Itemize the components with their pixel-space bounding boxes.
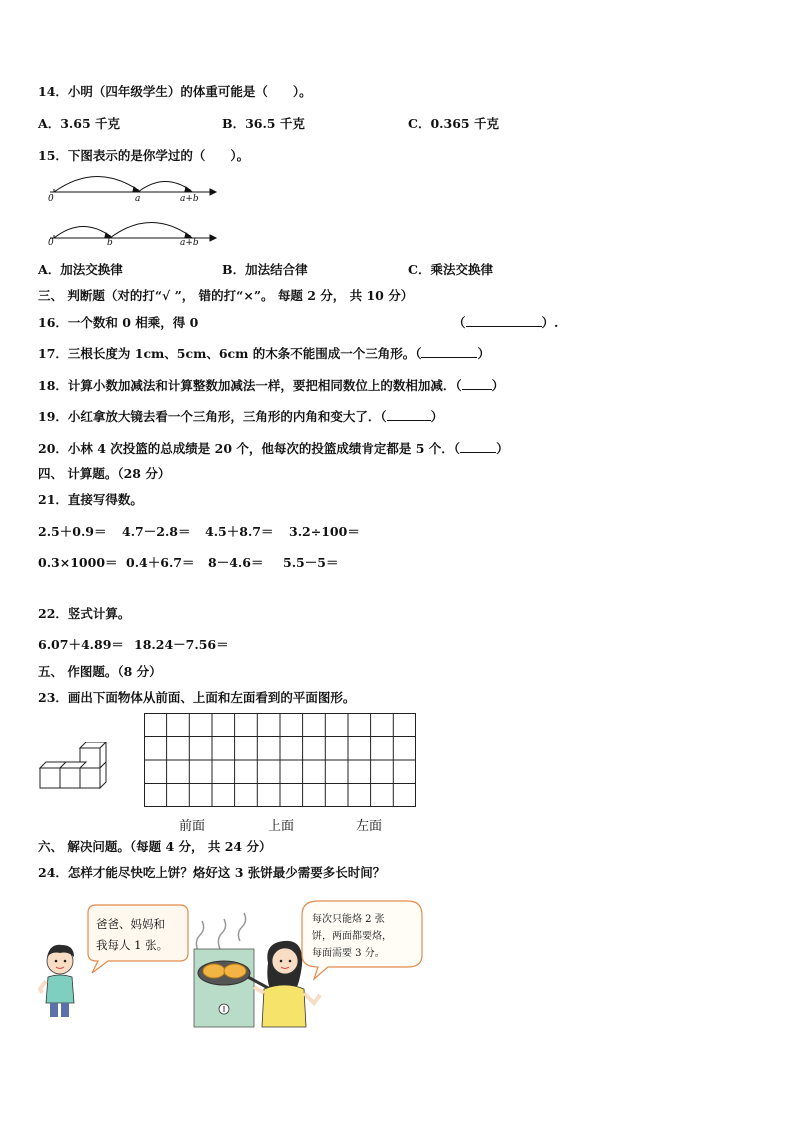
section-4-title: 四、 计算题。（28 分） [38, 466, 171, 481]
question-21-stem: 21．直接写得数。 [38, 492, 143, 507]
q21-row1-item-1: 2.5＋0.9＝ [38, 524, 107, 539]
q15-option-b: B．加法结合律 [222, 262, 308, 277]
right-bubble-line-3: 每面需要 3 分。 [312, 948, 385, 959]
q16-answer-blank[interactable]: （ ）. [453, 315, 559, 330]
q22-item-1: 6.07＋4.89＝ [38, 637, 124, 652]
question-20: 20．小林 4 次投篮的总成绩是 20 个，他每次的投篮成绩肯定都是 5 个．（ ） [38, 441, 509, 456]
question-23-stem: 23．画出下面物体从前面、上面和左面看到的平面图形。 [38, 690, 356, 705]
q15-option-a: A．加法交换律 [38, 262, 123, 277]
line1-label-a: a [135, 194, 141, 204]
left-speech-bubble [88, 905, 188, 973]
q20-answer-blank[interactable] [460, 441, 496, 453]
view-label-left: 左面 [356, 819, 383, 834]
q19-answer-blank[interactable] [387, 409, 431, 421]
right-bubble-line-1: 每次只能烙 2 张 [312, 914, 385, 925]
q21-row2-item-4: 5.5－5＝ [283, 555, 339, 570]
question-19: 19．小红拿放大镜去看一个三角形，三角形的内角和变大了．（ ） [38, 409, 444, 424]
left-bubble-line-1: 爸爸、妈妈和 [96, 917, 165, 931]
cube-solid-figure [38, 742, 108, 792]
q21-row1-item-3: 4.5＋8.7＝ [205, 524, 274, 539]
line2-label-0: 0 [48, 238, 54, 248]
q17-answer-blank[interactable] [421, 346, 477, 358]
question-14-stem: 14．小明（四年级学生）的体重可能是（ ）。 [38, 84, 312, 99]
number-line-diagram [40, 168, 230, 258]
left-bubble-line-2: 我每人 1 张。 [96, 938, 169, 952]
q21-row1-item-4: 3.2÷100＝ [289, 524, 360, 539]
question-15-stem: 15．下图表示的是你学过的（ ）。 [38, 148, 250, 163]
section-3-title: 三、 判断题（对的打“√ ”， 错的打“×”。 每题 2 分， 共 10 分） [38, 288, 414, 303]
view-label-front: 前面 [179, 819, 206, 834]
q21-row2-item-2: 0.4＋6.7＝ [126, 555, 195, 570]
q22-item-2: 18.24－7.56＝ [134, 637, 229, 652]
section-5-title: 五、 作图题。（8 分） [38, 664, 162, 679]
question-18: 18．计算小数加减法和计算整数加减法一样，要把相同数位上的数相加减．（ ） [38, 378, 505, 393]
question-16-stem: 16．一个数和 0 相乘，得 0 [38, 315, 199, 330]
view-label-top: 上面 [268, 819, 295, 834]
q14-option-c: C．0.365 千克 [408, 116, 499, 131]
stove-figure [194, 913, 270, 1027]
boy-figure [40, 945, 74, 1017]
q21-row2-item-3: 8－4.6＝ [208, 555, 264, 570]
right-bubble-line-2: 饼，两面都要烙， [312, 931, 392, 942]
question-17: 17．三根长度为 1cm、5cm、6cm 的木条不能围成一个三角形。（ ） [38, 346, 490, 361]
q14-option-b: B．36.5 千克 [222, 116, 305, 131]
q18-answer-blank[interactable] [462, 378, 492, 390]
q21-row2-item-1: 0.3×1000＝ [38, 555, 118, 570]
question-24-stem: 24．怎样才能尽快吃上饼？烙好这 3 张饼最少需要多长时间？ [38, 865, 386, 880]
pancake-illustration [38, 893, 428, 1028]
line2-label-b: b [107, 238, 113, 248]
line2-label-ab: a+b [180, 238, 199, 248]
q21-row1-item-2: 4.7－2.8＝ [122, 524, 191, 539]
line1-label-0: 0 [48, 194, 54, 204]
right-speech-bubble [302, 901, 422, 979]
section-6-title: 六、 解决问题。（每题 4 分， 共 24 分） [38, 839, 272, 854]
drawing-grid[interactable] [144, 713, 416, 807]
q15-option-c: C．乘法交换律 [408, 262, 493, 277]
q14-option-a: A．3.65 千克 [38, 116, 120, 131]
line1-label-ab: a+b [180, 194, 199, 204]
number-line-1 [50, 176, 216, 195]
question-22-stem: 22．竖式计算。 [38, 606, 131, 621]
